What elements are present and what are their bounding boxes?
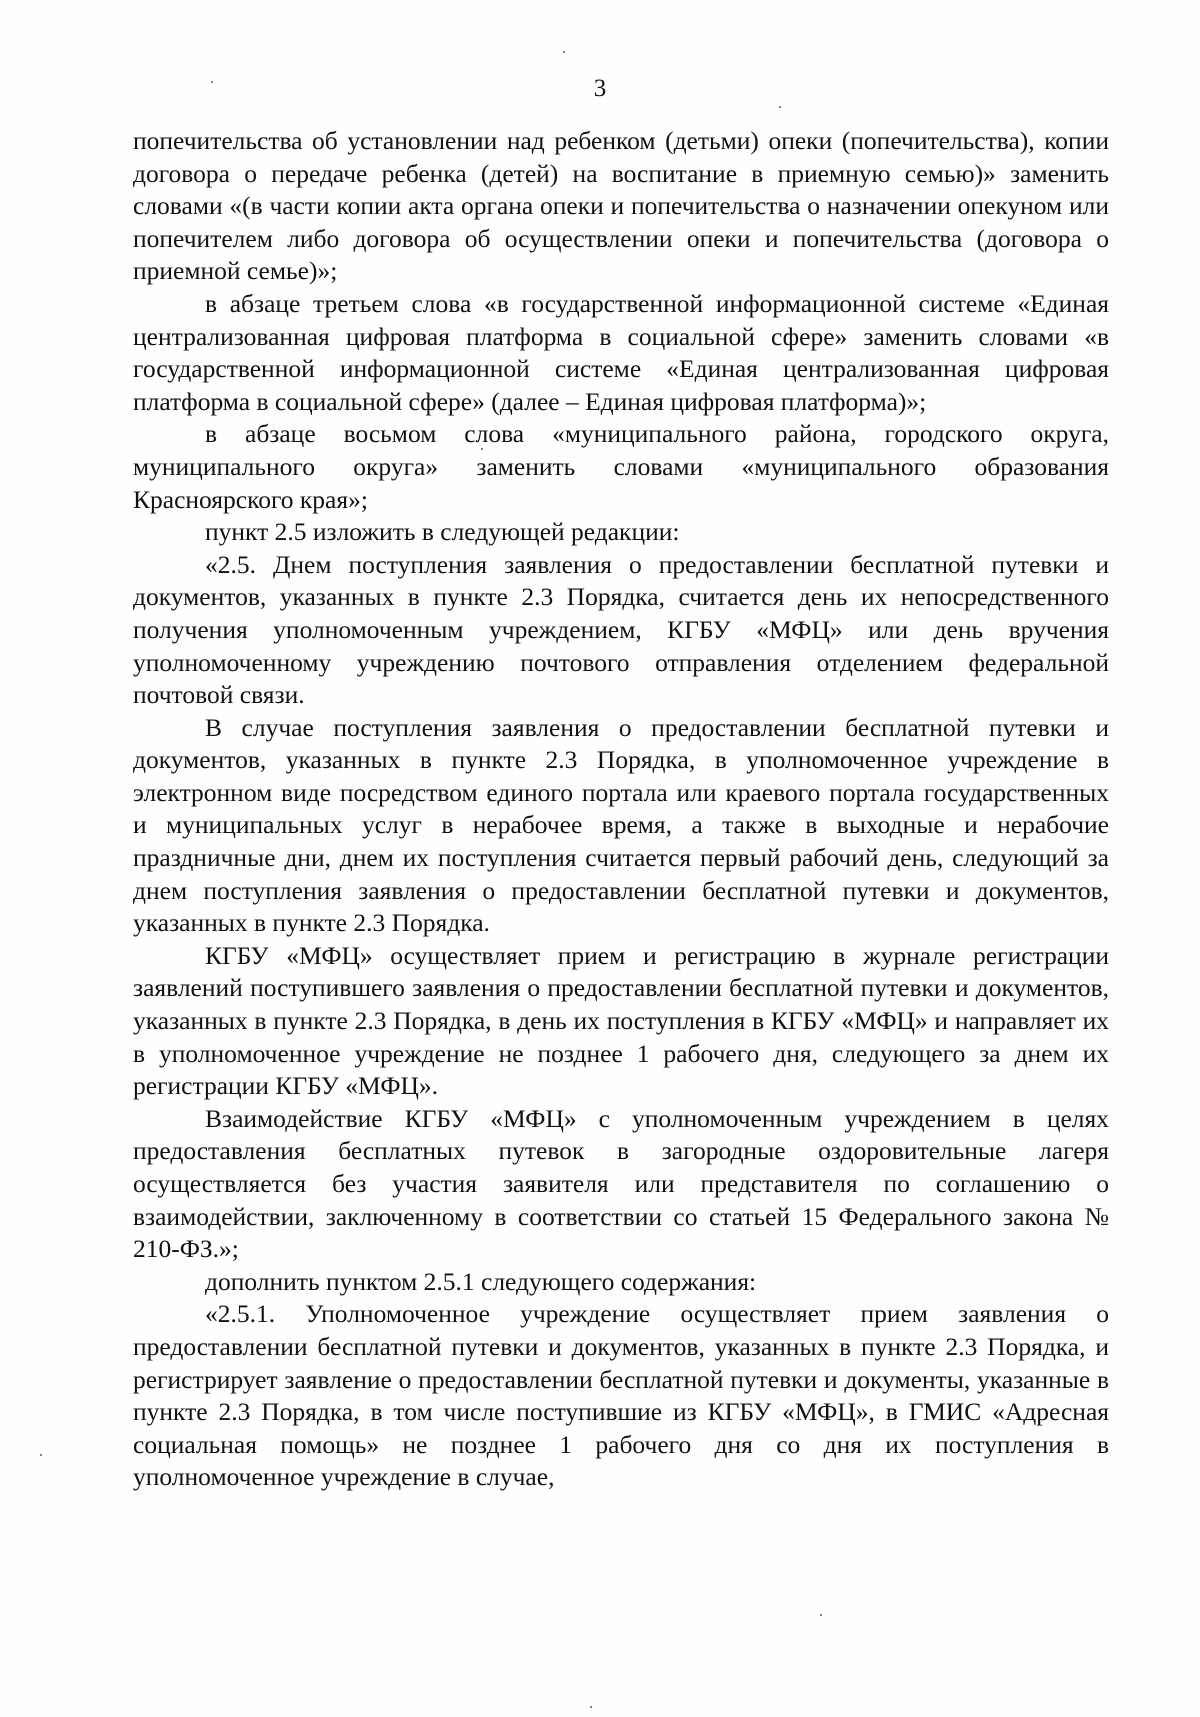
paragraph-8: Взаимодействие КГБУ «МФЦ» с уполномоченным учреждением в целях предоставления бесплатных путевок в загородные оздоровительные лагеря осуществляется без участия заявителя или представителя по соглашению о взаимодействии, заключенному в соответствии со статьей 15 Федерального закона № 210-ФЗ.»; (133, 1103, 1109, 1264)
page-number: 3 (593, 75, 607, 102)
document-body (133, 125, 1109, 1494)
scan-speck (211, 81, 213, 83)
scan-speck (820, 1614, 822, 1616)
scan-speck (779, 106, 781, 108)
paragraph-2: в абзаце третьем слова «в государственной информационной системе «Единая централизованная цифровая платформа в социальной сфере» заменить словами «в государственной информационной системе «Единая централизованная цифровая платформа в социальной сфере» (далее – Единая цифровая платформа)»; (133, 288, 1109, 416)
paragraph-5: «2.5. Днем поступления заявления о предоставлении бесплатной путевки и документов, указанных в пункте 2.3 Порядка, считается день их непосредственного получения уполномоченным учреждением, КГБУ «МФЦ» или день вручения уполномоченному учреждению почтового отправления отделением федеральной почтовой связи. (133, 549, 1109, 710)
paragraph-10: «2.5.1. Уполномоченное учреждение осуществляет прием заявления о предоставлении бесплатной путевки и документов, указанных в пункте 2.3 Порядка, и регистрирует заявление о предоставлении бесплатной путевки и документы, указанные в пункте 2.3 Порядка, в том числе поступившие из КГБУ «МФЦ», в ГМИС «Адресная социальная помощь» не позднее 1 рабочего дня со дня их поступления в уполномоченное учреждение в случае, (133, 1299, 1109, 1492)
scan-speck (481, 448, 483, 450)
paragraph-6: В случае поступления заявления о предоставлении бесплатной путевки и документов, указанных в пункте 2.3 Порядка, в уполномоченное учреждение в электронном виде посредством единого портала или краевого портала государственных и муниципальных услуг в нерабочее время, а также в выходные и нерабочие праздничные дни, днем их поступления считается первый рабочий день, следующий за днем поступления заявления о предоставлении бесплатной путевки и документов, указанных в пункте 2.3 Порядка. (133, 712, 1109, 938)
scan-speck (590, 1706, 592, 1708)
paragraph-9: дополнить пунктом 2.5.1 следующего содержания: (205, 1266, 757, 1296)
paragraph-4: пункт 2.5 изложить в следующей редакции: (205, 517, 680, 547)
scan-speck (40, 1454, 42, 1456)
paragraph-7: КГБУ «МФЦ» осуществляет прием и регистрацию в журнале регистрации заявлений поступившего заявления о предоставлении бесплатной путевки и документов, указанных в пункте 2.3 Порядка, в день их поступления в КГБУ «МФЦ» и направляет их в уполномоченное учреждение не позднее 1 рабочего дня, следующего за днем их регистрации КГБУ «МФЦ». (133, 940, 1109, 1101)
paragraph-3: в абзаце восьмом слова «муниципального района, городского округа, муниципального округа» заменить словами «муниципального образования Красноярского края»; (133, 419, 1109, 514)
scan-speck (563, 51, 565, 53)
paragraph-1: попечительства об установлении над ребенком (детьми) опеки (попечительства), копии договора о передаче ребенка (детей) на воспитание в приемную семью)» заменить словами «(в части копии акта органа опеки и попечительства о назначении опекуном или попечителем либо договора об осуществлении опеки и попечительства (договора о приемной семье)»; (133, 126, 1109, 286)
